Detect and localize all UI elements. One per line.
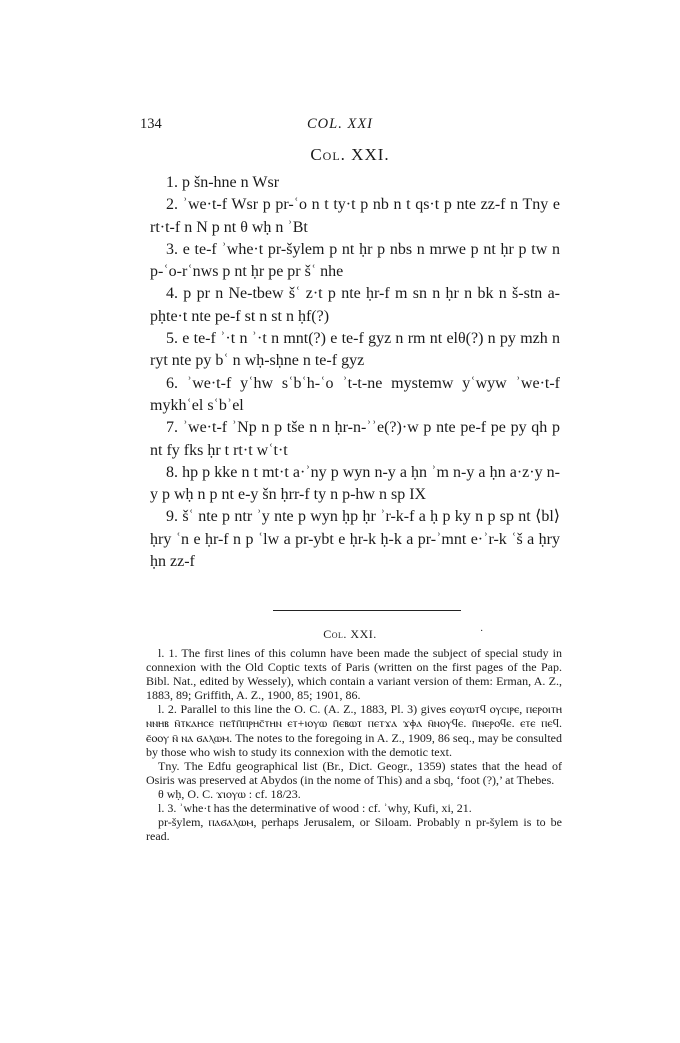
note-paragraph: l. 1. The first lines of this column have been made the subject of special study in connexion with the Old Coptic texts of Paris (written on the first pages of the Pap. Bibl. Nat., edited by Wessely), which contain a variant version of them: Erman, A. Z., 1883, 89; Griffith, A. Z., 1900, 85; 1901, 86. (146, 646, 562, 703)
transliteration-line: 8. hp p kke n t mt·t a·ʾny p wyn n-y a ḥn ʾm n-y a ḥn a·z·y n-y p wḥ n p nt e-y šn ḥrr-f ty n p-hw n sp IX (150, 463, 560, 504)
transliteration-line: 2. ʾwe·t-f Wsr p pr-ʿo n t ty·t p nb n t qs·t p nte zz-f n Tny e rt·t-f n N p nt θ wḥ n ʾBt (150, 196, 560, 236)
transliteration-line: 1. p šn-hne n Wsr (166, 174, 280, 191)
transliteration-line: 6. ʾwe·t-f yʿhw sʿbʿh-ʿo ʾt-t-ne mystemw yʿwyw ʾwe·t-f mykhʿel sʿbʾel (150, 374, 560, 414)
note-paragraph: θ wḥ, O. C. ϫⲓⲟⲩⲱ : cf. 18/23. (158, 786, 301, 801)
note-paragraph: pr-šylem, ⲡⲁϭⲁⲗⲱⲙ, perhaps Jerusalem, or Siloam. Probably n pr-šylem is to be read. (146, 815, 562, 844)
section-divider (273, 610, 461, 611)
note-paragraph: l. 2. Parallel to this line the O. C. (A. Z., 1883, Pl. 3) gives ⲉⲟⲩⲱⲧϥ ⲟⲩⲥⲓⲣⲉ, ⲡⲉⲣⲟⲓⲧⲏ ⲛⲛⲏⲃ ⲛ̄ⲧⲕⲁⲏⲥⲉ ⲡⲉⲧ̄ⲡ̄ⲡⲣⲏⲥ̄ⲧⲏⲛ ⲉⲧ+ⲓⲟⲩⲱ ⲡ̄ⲉⲃⲱⲧ ⲡⲉⲧϫⲁ ϫⲫⲁ ⲛ̄ⲛⲟⲩϥⲉ. ⲡ̄ⲛⲉⲣⲟϥⲉ. ⲉⲧⲉ ⲡⲉϥ. ⲉ̄ⲟⲟⲩ ⲛ̄ ⲛⲁ ϭⲁⲗⲱⲙ. The notes to the foregoing in A. Z., 1909, 86 seq., may be consulted by those who wish to study its connexion with the demotic text. (146, 702, 562, 759)
column-heading: Col. XXI. (310, 145, 390, 164)
transliteration-block (150, 172, 560, 573)
transliteration-line: 5. e te-f ʾ·t n ʾ·t n mnt(?) e te-f gyz n rm nt elθ(?) n py mzh n ryt nte py bʿ n wḥ-sḥne n te-f gyz (150, 330, 560, 370)
page-number: 134 (140, 116, 162, 132)
note-paragraph: l. 3. ʾwhe·t has the determinative of wood : cf. ʾwhy, Kufi, xi, 21. (158, 801, 472, 816)
notes-block (146, 646, 562, 843)
transliteration-line: 3. e te-f ʾwhe·t pr-šylem p nt ḥr p nbs n mrwe p nt ḥr p tw n p-ʿo-rʿnws p nt ḥr pe pr šʿ nhe (150, 240, 560, 281)
transliteration-line: 4. p pr n Ne-tbew šʿ z·t p nte ḥr-f m sn n ḥr n bk n š-stn a-pḥte·t nte pe-f st n st n ḥf(?) (150, 285, 560, 325)
running-title: COL. XXI (307, 116, 373, 132)
note-paragraph: Tny. The Edfu geographical list (Br., Dict. Geogr., 1359) states that the head of Osiris was preserved at Abydos (in the nome of This) and a sbq, ‘foot (?),’ at Thebes. (146, 758, 562, 787)
transliteration-line: 9. šʿ nte p ntr ʾy nte p wyn ḥp ḥr ʾr-k-f a ḥ p ky n p sp nt ⟨bl⟩ ḥry ʿn e ḥr-f n p ʿlw a pr-ybt e ḥr-k ḥ-k a pr-ʾmnt e·ʾr-k ʿš a ḥry ḥn zz-f (150, 508, 560, 571)
transliteration-line: 7. ʾwe·t-f ʾNp n p tše n n ḥr-n-ʾʾe(?)·w p nte pe-f pe py qh p nt fy fks ḥr t rt·t wʿt·t (150, 419, 560, 459)
stray-mark: · (480, 626, 484, 637)
running-head (140, 116, 540, 136)
notes-heading: Col. XXI. (323, 627, 377, 641)
